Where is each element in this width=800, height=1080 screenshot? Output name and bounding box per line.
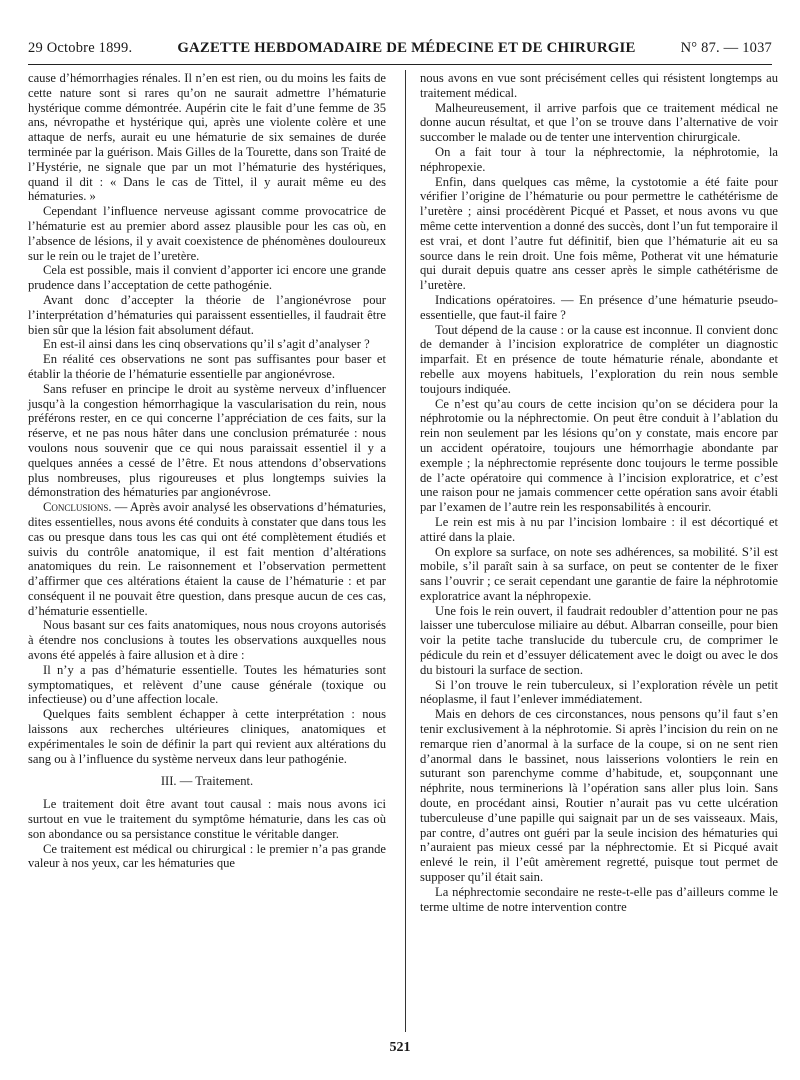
right-column (420, 71, 778, 914)
paragraph: Indications opératoires. — En présence d’une hématurie pseudo-essentielle, que faut-il faire ? (420, 292, 778, 322)
header-rule (28, 64, 772, 65)
paragraph-text: Après avoir analysé les observations d’hématuries, dites essentielles, nous avons été conduits à constater que dans tous les cas ou presque dans tous les cas qui ont été complètement étudiés et suivis du contrôle anatomique, il est fait mention d’altérations anatomiques du rein. Le raisonnement et l’observation permettent d’affirmer que ces altérations étaient la cause de l’hématurie : et par conséquent il ne pouvait être question, dans presque aucun de ces cas, d’hématurie essentielle. (28, 500, 387, 618)
paragraph: Quelques faits semblent échapper à cette interprétation : nous laissons aux recherches ultérieures cliniques, anatomiques et expérimentales le soin de définir la part qui revient aux altérations du sang ou à l’influence du système nerveux dans leur pathogénie. (28, 707, 386, 766)
paragraph: Ce n’est qu’au cours de cette incision qu’on se décidera pour la néphrotomie ou la néphrectomie. On peut être conduit à l’ablation du rein non seulement par les lésions qu’on y constate, mais encore par un accident opératoire, toujours une hémorrhagie abondante par exemple ; la néphrectomie représente donc toujours le terme possible de l’acte opératoire qui commence à l’incision exploratrice, et c’est une raison pour ne jamais commencer cette opération sans avoir établi par l’examen de l’autre rein les responsabilités à encourir. (420, 396, 778, 515)
paragraph: Mais en dehors de ces circonstances, nous pensons qu’il faut s’en tenir exclusivement à la néphrotomie. Si après l’incision du rein on ne remarque rien d’anormal à la surface de la coupe, si on ne sent rien d’anormal dans le bassinet, nous laisserions volontiers le rein en suturant son parenchyme comme d’habitude, et, soupçonnant une néphrite, nous terminerions là l’opération sans aller plus loin. Sans doute, en procédant ainsi, Routier n’aurait pas vu cette ulcération tuberculeuse d’une papille qui saignait par un de ses vaisseaux. Mais, par contre, d’autres ont guéri par la seule incision des hématuries qui n’auraient pas mieux cessé par la néphrectomie. Et si Picqué avait enlevé le rein, il l’eût amèrement regretté, puisque tout permet de supposer qu’il était sain. (420, 707, 778, 885)
paragraph: Malheureusement, il arrive parfois que ce traitement médical ne donne aucun résultat, et que l’on se trouve dans l’alternative de voir succomber le malade ou de tenter une intervention chirurgicale. (420, 100, 778, 145)
paragraph: Tout dépend de la cause : or la cause est inconnue. Il convient donc de demander à l’incision exploratrice de compléter un diagnostic imparfait. Et en présence de toute hématurie rénale, abondante et rebelle aux moyens habituels, l’exploration du rein nous semble toujours indiquée. (420, 322, 778, 396)
conclusions-paragraph (28, 500, 386, 618)
paragraph: En réalité ces observations ne sont pas suffisantes pour baser et établir la théorie de l’hématurie essentielle par angionévrose. (28, 352, 386, 381)
journal-title: GAZETTE HEBDOMADAIRE DE MÉDECINE ET DE CHIRURGIE (177, 40, 636, 56)
running-header (28, 40, 772, 62)
paragraph: Il n’y a pas d’hématurie essentielle. Toutes les hématuries sont symptomatiques, et relèvent d’une cause générale (toxique ou infectieuse) ou d’une affection locale. (28, 662, 386, 707)
conclusions-label: Conclusions. — (43, 500, 128, 515)
paragraph: Ce traitement est médical ou chirurgical : le premier n’a pas grande valeur à nos yeux, car les hématuries que (28, 841, 386, 871)
paragraph: Cela est possible, mais il convient d’apporter ici encore une grande prudence dans l’acceptation de cette pathogénie. (28, 263, 386, 293)
left-column (28, 71, 386, 871)
section-heading: III. — Traitement. (160, 774, 254, 789)
paragraph: La néphrectomie secondaire ne reste-t-elle pas d’ailleurs comme le terme ultime de notre intervention contre (420, 884, 778, 914)
paragraph: Nous basant sur ces faits anatomiques, nous nous croyons autorisés à étendre nos conclusions à toutes les observations auxquelles nous avons été appelés à faire allusion et à dire : (28, 618, 386, 663)
paragraph: Le rein est mis à nu par l’incision lombaire : il est décortiqué et attiré dans la plaie. (420, 514, 778, 544)
paragraph: nous avons en vue sont précisément celles qui résistent longtemps au traitement médical. (420, 71, 778, 100)
paragraph: On explore sa surface, on note ses adhérences, sa mobilité. S’il est mobile, s’il paraît sain à sa surface, on peut se contenter de le fixer sans l’ouvrir ; ce serait cependant une garantie de faire la néphrotomie exploratrice avant la néphropexie. (420, 544, 778, 603)
header-issue-page: N° 87. — 1037 (680, 40, 772, 56)
column-divider (405, 70, 406, 1032)
paragraph: Sans refuser en principe le droit au système nerveux d’influencer jusqu’à la congestion hémorrhagique la vascularisation du rein, nous préférons rester, en ce qui concerne l’appréciation de ces faits, sur la réserve, et ne pas nous hâter dans une conclusion prématurée : nous voulons nous souvenir que ce qui nous paraissait essentiel il y a quelques années a cessé de l’être. Et nous attendons d’observations plus nombreuses, plus rigoureuses et plus longtemps suivies la démonstration des hématuries par angionévrose. (28, 381, 386, 500)
paragraph: Cependant l’influence nerveuse agissant comme provocatrice de l’hématurie est au premier abord assez plausible pour les cas où, en l’absence de lésions, il y avait coexistence de phénomènes douloureux sur le rein ou le trajet de l’uretère. (28, 204, 386, 263)
page-number: 521 (389, 1040, 411, 1055)
paragraph: En est-il ainsi dans les cinq observations qu’il s’agit d’analyser ? (43, 337, 370, 352)
paragraph: On a fait tour à tour la néphrectomie, la néphrotomie, la néphropexie. (420, 144, 778, 174)
paragraph: Avant donc d’accepter la théorie de l’angionévrose pour l’interprétation d’hématuries qui paraissent essentielles, il faudrait être bien sûr que la lésion fait absolument défaut. (28, 292, 386, 337)
paragraph: Une fois le rein ouvert, il faudrait redoubler d’attention pour ne pas laisser une tuberculose miliaire au début. Albarran conseille, pour bien voir la petite tache translucide du tubercule cru, de comprimer le pédicule du rein et d’essuyer délicatement avec le doigt ou avec le dos du bistouri la surface de section. (420, 603, 778, 677)
paragraph: Enfin, dans quelques cas même, la cystotomie a été faite pour vérifier l’origine de l’hématurie ou pour permettre le cathétérisme de l’uretère ; ainsi procédèrent Picqué et Passet, et nous avons vu que même cette intervention a donné des succès, dont l’un fut temporaire il est vrai, et dont l’autre fut définitif, bien que l’hématurie ait eu sa source dans le rein droit. Une fois même, Potherat vit une hématurie qui durait depuis quatre ans cesser après le simple cathétérisme de l’uretère. (420, 174, 778, 293)
header-date: 29 Octobre 1899. (28, 40, 133, 56)
paragraph: cause d’hémorrhagies rénales. Il n’en est rien, ou du moins les faits de cette nature sont si rares qu’on ne saurait admettre l’hématurie hystérique comme démontrée. Aupérin cite le fait d’une femme de 35 ans, névropathe et hystérique qui, après une violente colère et une attaque de nerfs, aurait eu une hématurie de six semaines de durée terminée par la guérison. Mais Gilles de la Tourette, dans son Traité de l’Hystérie, ne signale que par un mot l’hématurie des hystériques, quand il dit : « Dans le cas de Tittel, il y aurait même eu des hématuries. » (28, 71, 386, 204)
paragraph: Si l’on trouve le rein tuberculeux, si l’exploration révèle un petit néoplasme, il faut l’enlever immédiatement. (420, 677, 778, 707)
paragraph: Le traitement doit être avant tout causal : mais nous avons ici surtout en vue le traitement du symptôme hématurie, dans les cas où son abondance ou sa persistance constitue le véritable danger. (28, 797, 386, 841)
